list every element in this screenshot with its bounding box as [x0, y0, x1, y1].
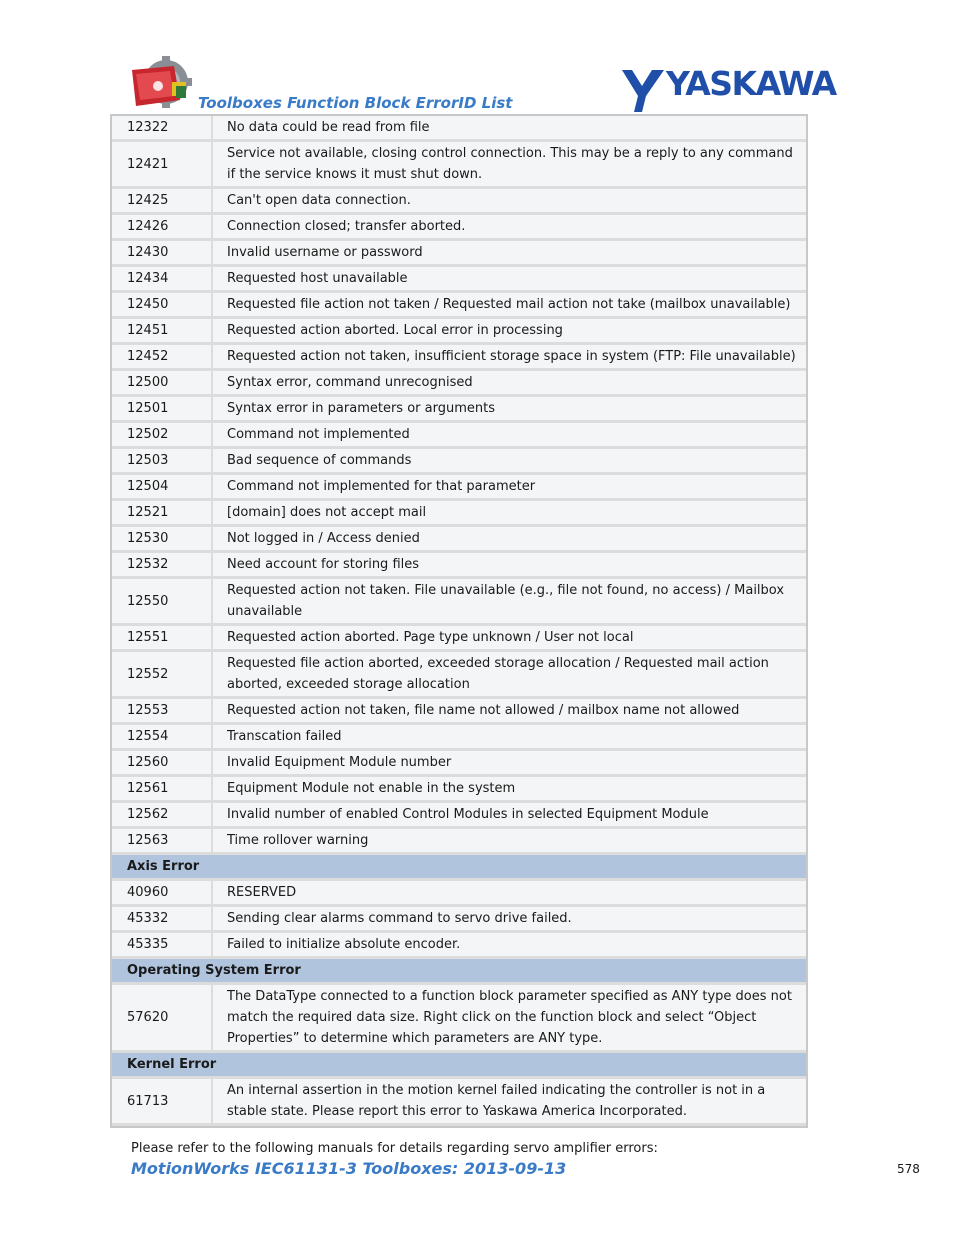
error-description-cell: Transcation failed — [213, 725, 806, 751]
error-code-cell: 12551 — [112, 626, 213, 652]
error-code-cell: 12503 — [112, 449, 213, 475]
error-description-cell: Not logged in / Access denied — [213, 527, 806, 553]
brand-wordmark: YASKAWA — [666, 64, 836, 103]
section-header-label: Kernel Error — [112, 1053, 806, 1079]
table-row — [112, 241, 806, 267]
error-description-cell: Service not available, closing control connection. This may be a reply to any command if the service knows it must shut down. — [213, 142, 806, 189]
section-header-label: Axis Error — [112, 855, 806, 881]
table-row — [112, 397, 806, 423]
error-code-cell: 45332 — [112, 907, 213, 933]
error-description-cell: An internal assertion in the motion kernel failed indicating the controller is not in a stable state. Please report this error to Yaskawa America Incorporated. — [213, 1079, 806, 1126]
error-code-cell: 12501 — [112, 397, 213, 423]
error-description-cell: No data could be read from file — [213, 116, 806, 142]
error-description-cell: Can't open data connection. — [213, 189, 806, 215]
error-code-cell: 12561 — [112, 777, 213, 803]
table-row — [112, 267, 806, 293]
table-row — [112, 751, 806, 777]
table-row — [112, 475, 806, 501]
page-number: 578 — [897, 1162, 920, 1176]
error-table-body — [112, 116, 806, 1126]
table-row — [112, 985, 806, 1053]
section-header-row — [112, 855, 806, 881]
error-description-cell: Command not implemented — [213, 423, 806, 449]
section-header-label: Operating System Error — [112, 959, 806, 985]
error-description-cell: [domain] does not accept mail — [213, 501, 806, 527]
error-code-cell: 12426 — [112, 215, 213, 241]
error-code-cell: 12500 — [112, 371, 213, 397]
error-code-cell: 12322 — [112, 116, 213, 142]
error-code-cell: 12421 — [112, 142, 213, 189]
error-table — [110, 114, 808, 1128]
footer-title: MotionWorks IEC61131-3 Toolboxes: 2013-09-13 — [131, 1159, 567, 1178]
table-row — [112, 345, 806, 371]
table-row — [112, 829, 806, 855]
table-row — [112, 579, 806, 626]
table-row — [112, 725, 806, 751]
error-description-cell: Bad sequence of commands — [213, 449, 806, 475]
error-description-cell: Requested file action not taken / Requested mail action not take (mailbox unavailable) — [213, 293, 806, 319]
error-description-cell: Requested action not taken. File unavailable (e.g., file not found, no access) / Mailbox unavailable — [213, 579, 806, 626]
error-description-cell: Requested host unavailable — [213, 267, 806, 293]
error-description-cell: Command not implemented for that parameter — [213, 475, 806, 501]
error-code-cell: 61713 — [112, 1079, 213, 1126]
error-code-cell: 40960 — [112, 881, 213, 907]
error-description-cell: Equipment Module not enable in the system — [213, 777, 806, 803]
error-code-cell: 12554 — [112, 725, 213, 751]
error-description-cell: Syntax error in parameters or arguments — [213, 397, 806, 423]
error-description-cell: Requested action not taken, insufficient storage space in system (FTP: File unavailable) — [213, 345, 806, 371]
table-row — [112, 626, 806, 652]
error-description-cell: Requested action aborted. Local error in processing — [213, 319, 806, 345]
error-code-cell: 12504 — [112, 475, 213, 501]
error-code-cell: 12532 — [112, 553, 213, 579]
error-code-cell: 12550 — [112, 579, 213, 626]
table-row — [112, 777, 806, 803]
table-row — [112, 652, 806, 699]
error-description-cell: The DataType connected to a function block parameter specified as ANY type does not match the required data size. Right click on the function block and select “Object Properties” to determine which parameters are ANY type. — [213, 985, 806, 1053]
table-row — [112, 501, 806, 527]
error-code-cell: 12552 — [112, 652, 213, 699]
yaskawa-mark-icon — [622, 66, 666, 114]
table-row — [112, 881, 806, 907]
error-code-cell: 12452 — [112, 345, 213, 371]
error-description-cell: Invalid Equipment Module number — [213, 751, 806, 777]
error-code-cell: 12530 — [112, 527, 213, 553]
error-code-cell: 12434 — [112, 267, 213, 293]
error-code-cell: 12502 — [112, 423, 213, 449]
table-row — [112, 1079, 806, 1126]
table-row — [112, 293, 806, 319]
error-description-cell: Failed to initialize absolute encoder. — [213, 933, 806, 959]
table-row — [112, 699, 806, 725]
table-row — [112, 553, 806, 579]
error-code-cell: 12451 — [112, 319, 213, 345]
error-description-cell: Need account for storing files — [213, 553, 806, 579]
table-row — [112, 142, 806, 189]
error-description-cell: Invalid number of enabled Control Modules in selected Equipment Module — [213, 803, 806, 829]
error-description-cell: Requested file action aborted, exceeded storage allocation / Requested mail action aborted, exceeded storage allocation — [213, 652, 806, 699]
error-code-cell: 12450 — [112, 293, 213, 319]
error-code-cell: 12562 — [112, 803, 213, 829]
table-row — [112, 423, 806, 449]
table-row — [112, 803, 806, 829]
footer-note: Please refer to the following manuals for details regarding servo amplifier errors: — [131, 1141, 658, 1156]
table-row — [112, 215, 806, 241]
table-row — [112, 527, 806, 553]
error-description-cell: Requested action not taken, file name not allowed / mailbox name not allowed — [213, 699, 806, 725]
error-description-cell: Syntax error, command unrecognised — [213, 371, 806, 397]
table-row — [112, 319, 806, 345]
table-row — [112, 933, 806, 959]
error-code-cell: 12563 — [112, 829, 213, 855]
yaskawa-logo — [622, 66, 844, 114]
error-description-cell: Connection closed; transfer aborted. — [213, 215, 806, 241]
table-row — [112, 907, 806, 933]
table-row — [112, 371, 806, 397]
error-code-cell: 12560 — [112, 751, 213, 777]
error-description-cell: Requested action aborted. Page type unknown / User not local — [213, 626, 806, 652]
header-title: Toolboxes Function Block ErrorID List — [198, 94, 513, 112]
error-code-cell: 12521 — [112, 501, 213, 527]
error-code-cell: 12553 — [112, 699, 213, 725]
error-description-cell: Sending clear alarms command to servo drive failed. — [213, 907, 806, 933]
error-code-cell: 45335 — [112, 933, 213, 959]
error-code-cell: 57620 — [112, 985, 213, 1053]
table-row — [112, 116, 806, 142]
error-code-cell: 12430 — [112, 241, 213, 267]
table-row — [112, 189, 806, 215]
error-description-cell: Time rollover warning — [213, 829, 806, 855]
error-code-cell: 12425 — [112, 189, 213, 215]
section-header-row — [112, 959, 806, 985]
table-row — [112, 449, 806, 475]
error-description-cell: RESERVED — [213, 881, 806, 907]
toolbox-gear-logo-icon — [128, 56, 200, 112]
section-header-row — [112, 1053, 806, 1079]
error-description-cell: Invalid username or password — [213, 241, 806, 267]
